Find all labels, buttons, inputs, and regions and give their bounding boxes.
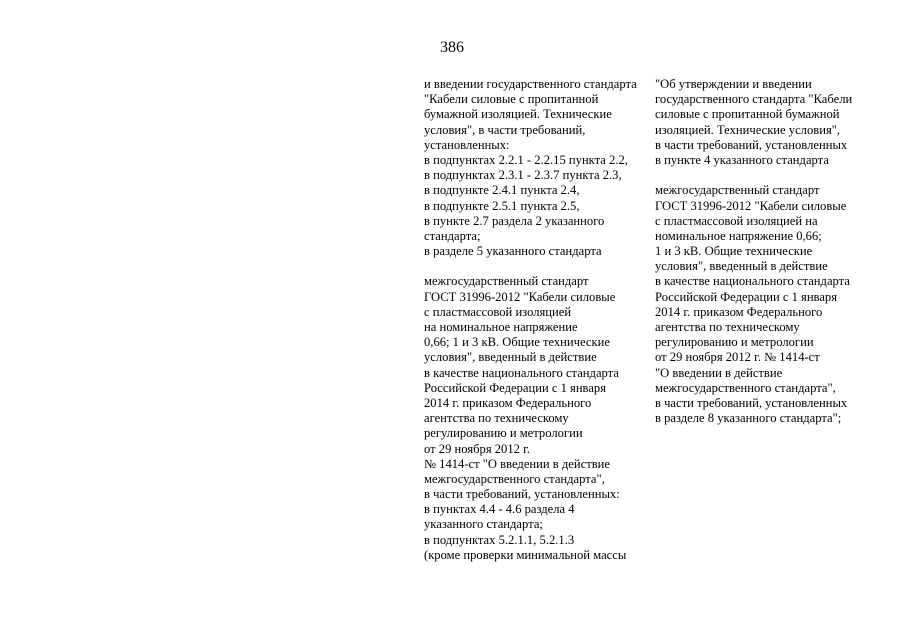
text-line: условия", в части требований, (424, 122, 586, 137)
text-line: регулированию и метрологии (655, 335, 814, 350)
text-line: межгосударственного стандарта", (424, 471, 605, 486)
text-line: ГОСТ 31996-2012 "Кабели силовые (424, 289, 616, 304)
text-line (424, 259, 637, 274)
text-line: в качестве национального стандарта (424, 365, 619, 380)
text-line: изоляцией. Технические условия", (655, 122, 841, 137)
text-line: с пластмассовой изоляцией на (655, 213, 818, 228)
text-line: в пункте 2.7 раздела 2 указанного (424, 213, 605, 228)
text-line: агентства по техническому (655, 320, 800, 334)
text-line: государственного стандарта "Кабели (655, 92, 853, 107)
text-line: 2014 г. приказом Федерального (655, 304, 823, 319)
text-line: 1 и 3 кВ. Общие технические (655, 244, 813, 259)
text-line: межгосударственный стандарт (424, 274, 589, 289)
text-line: и введении государственного стандарта (424, 77, 637, 91)
text-line: условия", введенный в действие (655, 259, 828, 274)
text-line: на номинальное напряжение (424, 320, 578, 334)
text-line: номинальное напряжение 0,66; (655, 228, 822, 243)
text-line: межгосударственный стандарт (655, 183, 820, 198)
text-line: Российской Федерации с 1 января (424, 380, 607, 395)
left-text-column (424, 77, 637, 563)
text-line: в подпунктах 2.2.1 - 2.2.15 пункта 2.2, (424, 152, 628, 167)
text-line: 2014 г. приказом Федерального (424, 395, 592, 410)
text-line: (кроме проверки минимальной массы (424, 547, 627, 562)
text-line: с пластмассовой изоляцией (424, 304, 572, 319)
text-line: в пунктах 4.4 - 4.6 раздела 4 (424, 502, 575, 517)
text-line: установленных: (424, 137, 510, 152)
text-line: 0,66; 1 и 3 кВ. Общие технические (424, 335, 610, 350)
text-line: "Об утверждении и введении (655, 77, 812, 91)
text-line: "Кабели силовые с пропитанной (424, 92, 599, 107)
text-line: стандарта; (424, 228, 481, 243)
text-line: условия", введенный в действие (424, 350, 597, 365)
right-text-column (655, 77, 852, 426)
text-line: агентства по техническому (424, 411, 569, 426)
text-line: регулированию и метрологии (424, 426, 583, 441)
text-line: в качестве национального стандарта (655, 274, 850, 289)
text-line: в подпункте 2.5.1 пункта 2.5, (424, 198, 580, 213)
text-line: бумажной изоляцией. Технические (424, 107, 612, 122)
text-line: силовые с пропитанной бумажной (655, 107, 840, 122)
text-line: в подпункте 2.4.1 пункта 2.4, (424, 183, 580, 198)
text-line: в части требований, установленных (655, 137, 848, 152)
text-line: № 1414-ст "О введении в действие (424, 456, 610, 471)
text-line: "О введении в действие (655, 365, 783, 380)
text-line: в пункте 4 указанного стандарта (655, 152, 829, 167)
text-line: в разделе 5 указанного стандарта (424, 244, 602, 259)
text-line: в подпунктах 2.3.1 - 2.3.7 пункта 2.3, (424, 168, 622, 183)
text-line: в части требований, установленных (655, 395, 848, 410)
text-line: в части требований, установленных: (424, 487, 620, 502)
text-line (655, 168, 852, 183)
text-line: ГОСТ 31996-2012 "Кабели силовые (655, 198, 847, 213)
text-line: указанного стандарта; (424, 517, 543, 532)
text-line: в разделе 8 указанного стандарта"; (655, 411, 842, 426)
text-line: в подпунктах 5.2.1.1, 5.2.1.3 (424, 532, 575, 547)
text-line: Российской Федерации с 1 января (655, 289, 838, 304)
text-line: межгосударственного стандарта", (655, 380, 836, 395)
page-number: 386 (440, 39, 464, 56)
text-line: от 29 ноября 2012 г. (424, 441, 530, 456)
text-line: от 29 ноября 2012 г. № 1414-ст (655, 350, 820, 365)
